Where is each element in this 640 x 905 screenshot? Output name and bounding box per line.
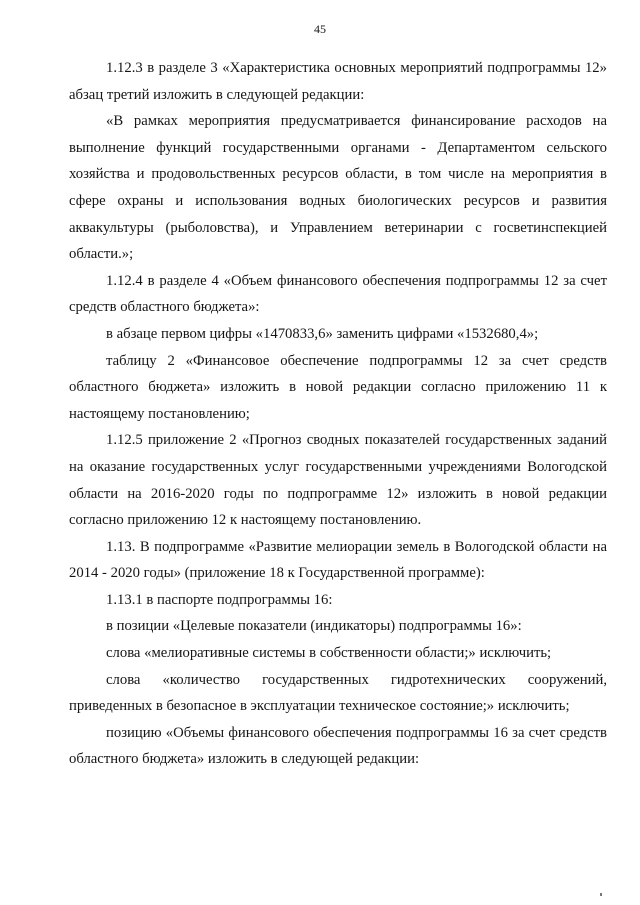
paragraph-financing-volume: позицию «Объемы финансового обеспечения подпрограммы 16 за счет средств областного бюджета» изложить в следующей редакции:	[69, 724, 607, 768]
paragraph-quote-activity-financing: «В рамках мероприятия предусматривается финансирование расходов на выполнение функций государственными органами - Департаментом сельского хозяйства и продовольственных ресурсов области, в том числе на мероприятия в сфере охраны и использования водных биологических ресурсов и развития аквакультуры (рыболовства), и Управлением ветеринарии с госветинспекцией области.»;	[69, 113, 607, 263]
paragraph-target-indicators: в позиции «Целевые показатели (индикаторы) подпрограммы 16»:	[106, 618, 522, 635]
paragraph-1-12-4: 1.12.4 в разделе 4 «Объем финансового обеспечения подпрограммы 12 за счет средств областного бюджета»:	[69, 272, 607, 316]
paragraph-1-12-5: 1.12.5 приложение 2 «Прогноз сводных показателей государственных заданий на оказание государственных услуг государственными учреждениями Вологодской области на 2016-2020 годы по подпрограмме 12» изложить в новой редакции согласно приложению 12 к настоящему постановлению.	[69, 432, 607, 529]
paragraph-words-melioration: слова «мелиоративные системы в собственности области;» исключить;	[106, 645, 552, 662]
paragraph-1-13-1: 1.13.1 в паспорте подпрограммы 16:	[106, 591, 333, 608]
paragraph-1-12-3: 1.12.3 в разделе 3 «Характеристика основных мероприятий подпрограммы 12» абзац третий изложить в следующей редакции:	[69, 60, 607, 103]
page-number: 45	[314, 22, 326, 36]
paragraph-words-hydro-structures: слова «количество государственных гидротехнических сооружений, приведенных в безопасное в эксплуатации техническое состояние;» исключить;	[69, 671, 607, 715]
paragraph-table-2: таблицу 2 «Финансовое обеспечение подпрограммы 12 за счет средств областного бюджета» изложить в новой редакции согласно приложению 11 к настоящему постановлению;	[69, 352, 607, 422]
scan-artifact	[600, 893, 602, 896]
paragraph-1-13: 1.13. В подпрограмме «Развитие мелиорации земель в Вологодской области на 2014 - 2020 годы» (приложение 18 к Государственной программе):	[69, 538, 607, 582]
paragraph-abzac-first: в абзаце первом цифры «1470833,6» заменить цифрами «1532680,4»;	[106, 325, 539, 342]
document-body	[69, 55, 607, 773]
